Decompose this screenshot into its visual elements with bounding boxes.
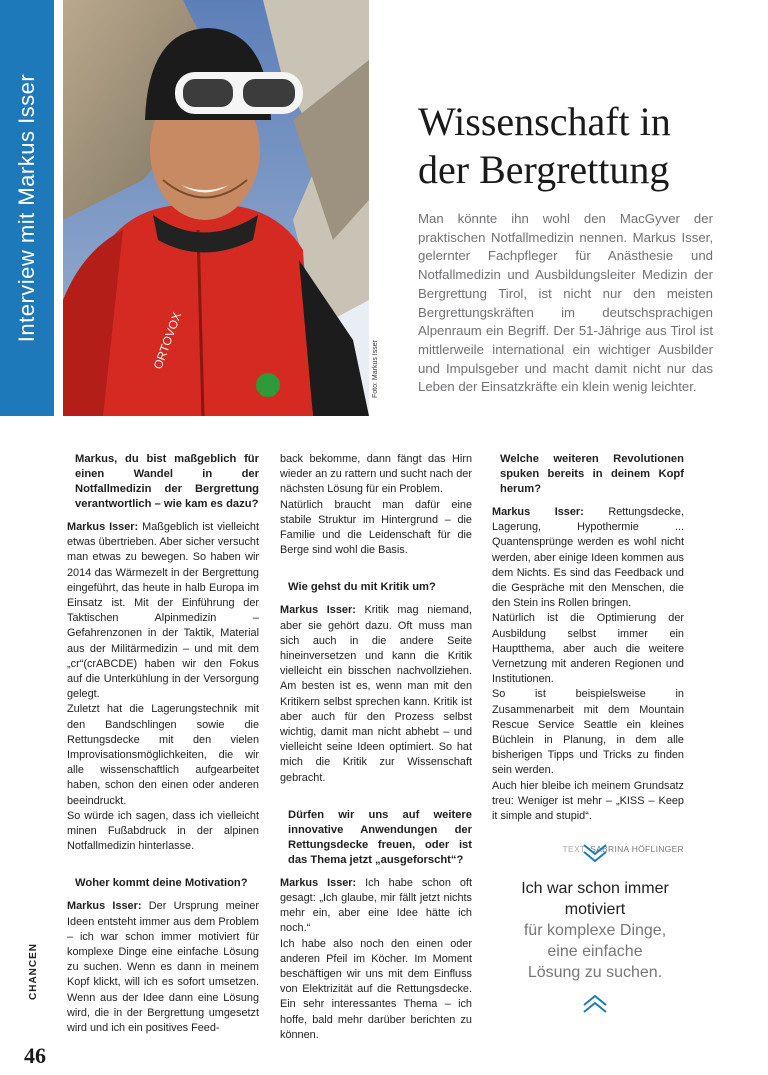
text-column-3 — [492, 452, 684, 857]
answer-5-paragraph-4: Auch hier bleibe ich meinem Grundsatz treu: Weniger ist mehr – „KISS – Keep it simple and stupid“. — [492, 779, 684, 823]
pull-quote-line-4: eine einfache — [547, 943, 643, 960]
lead-paragraph: Man könnte ihn wohl den MacGyver der praktischen Notfallmedizin nennen. Markus Isser, gelernter Fachpfleger für Anästhesie und Notfallmedizin und Ausbildungsleiter Medizin der Bergrettung Tirol, ist nicht nur den meisten Bergrettungskräften im deutschsprachigen Alpenraum ein Begriff. Der 51-Jährige aus Tirol ist mittlerweile international ein wichtiger Ausbilder und Impulsgeber und macht damit nicht nur das Leben der Einsatzkräfte ein klein wenig leichter. — [418, 211, 713, 395]
page-number: 46 — [24, 1043, 46, 1068]
answer-3 — [280, 603, 472, 785]
answer-4 — [280, 876, 472, 937]
pull-quote-line-5: Lösung zu suchen. — [527, 964, 663, 981]
answer-2 — [67, 899, 259, 1036]
speaker-name: Markus Isser: — [67, 521, 139, 533]
answer-5-paragraph-3: So ist beispielsweise in Zusammenarbeit mit dem Mountain Rescue Service Seattle ein kleines Büchlein in Planung, in dem alle bisherigen Tipps und Tricks zu finden sein werden. — [492, 688, 684, 777]
question-2: Woher kommt deine Motivation? — [75, 877, 248, 890]
photo-credit: Foto: Markus Isser — [372, 340, 379, 398]
question-1: Markus, du bist maßgeblich für einen Wandel in der Notfallmedizin der Bergrettung verantwortlich – wie kam es dazu? — [75, 453, 259, 510]
pull-quote-line-1: Ich war schon immer — [521, 880, 669, 897]
pull-quote-line-3: für komplexe Dinge, — [523, 922, 667, 939]
answer-1-paragraph-3: So würde ich sagen, dass ich vielleicht minen Fußabdruck in der alpinen Notfallmedizin hinterlasse. — [67, 809, 259, 853]
article-title — [418, 98, 758, 194]
answer-5 — [492, 505, 684, 611]
text-column-2 — [280, 452, 472, 1043]
credit-name: SABRINA HÖFLINGER — [590, 844, 684, 855]
sidebar-label: Interview mit Markus Isser — [14, 73, 39, 343]
svg-text:ORTOVOX: ORTOVOX — [150, 310, 185, 372]
speaker-name: Markus Isser: — [492, 506, 584, 518]
question-4: Dürfen wir uns auf weitere innovative Anwendungen der Rettungsdecke freuen, oder ist das Thema jetzt „ausgeforscht“? — [288, 808, 472, 866]
answer-1 — [67, 520, 259, 702]
answer-5-text: Rettungsdecke, Lagerung, Hypothermie ... Quantensprünge werden es wohl nicht werden, aber einige Ideen kommen aus dem Nichts. Es sind das Feedback und die Gespräche mit den Menschen, die den Stein ins Rollen bringen. — [492, 506, 684, 610]
answer-4-paragraph-2: Ich habe also noch den einen oder anderen Pfeil im Köcher. Im Moment beschäftigen wir uns mit dem Einfluss von Elektrizität auf die Rettungsdecke. Ein sehr interessantes Thema – ich hoffe, bald mehr darüber berichten zu können. — [280, 937, 472, 1041]
speaker-name: Markus Isser: — [67, 900, 142, 913]
answer-1-text: Maßgeblich ist vielleicht etwas übertrieben. Aber sicher versucht man etwas zu bewegen. So haben wir 2014 das Wärmezelt in der Bergrettung eingeführt, das heute in halb Europa im Einsatz ist. Mit der Einführung der Taktischen Alpinmedizin – Gefahrenzonen in der Taktik, Material aus der Militärmedizin – und mit dem „cr“(crABCDE) haben wir den Fokus auf die Unterkühlung in der Versorgung gelegt. — [67, 521, 259, 701]
portrait-photo — [63, 0, 369, 416]
credit-label: TEXT — [562, 844, 586, 855]
answer-2-continued: back bekomme, dann fängt das Hirn wieder an zu rattern und sucht nach der nächsten Lösung für ein Problem. — [280, 453, 472, 496]
title-line-1: Wissenschaft in — [418, 99, 671, 144]
answer-4-text: Ich habe schon oft gesagt: „Ich glaube, mir fällt jetzt nichts mehr ein, aber eine Idee hätte ich noch.“ — [280, 876, 472, 935]
answer-5-paragraph-2: Natürlich ist die Optimierung der Ausbildung selbst immer ein Hauptthema, aber auch die weitere Vernetzung mit anderen Regionen und Institutionen. — [492, 612, 684, 686]
sidebar-band — [0, 0, 54, 416]
pull-quote-line-2: motiviert — [564, 901, 626, 918]
speaker-name: Markus Isser: — [280, 876, 357, 889]
portrait-illustration — [63, 0, 369, 416]
question-3: Wie gehst du mit Kritik um? — [288, 581, 436, 594]
speaker-name: Markus Isser: — [280, 604, 356, 617]
text-column-1 — [67, 452, 259, 1036]
chevron-down-icon — [581, 842, 609, 864]
pull-quote — [505, 842, 685, 1015]
answer-2-text: Der Ursprung meiner Ideen entsteht immer aus dem Problem – ich war schon immer motiviert für komplexe Dinge eine einfache Lösung zu suchen. Wenn es dann in meinem Kopf klickt, will ich es sofort umsetzen. Wenn aus der Idee dann eine Lösung wird, die in der Bergrettung umgesetzt wird und ich ein positives Feed- — [67, 900, 259, 1035]
answer-3-text: Kritik mag niemand, aber sie gehört dazu. Oft muss man sich auch in die andere Seite hineinversetzen und kann die Kritik vielleicht ein bisschen nachvollziehen. Am besten ist es, wenn man mit den Kritikern selbst sprechen kann. Kritik ist aber auch für den Prozess selbst wichtig, damit man nicht abhebt – und vielleicht seine Ideen optimiert. So hat mich die Kritik zur Wissenschaft gebracht. — [280, 604, 472, 784]
answer-1-paragraph-2: Zuletzt hat die Lagerungstechnik mit den Bandschlingen sowie die Rettungsdecke mit den vielen Improvisationsmöglichkeiten, die wir alle wissenschaftlich aufgearbeitet haben, schon den einen oder anderen beeindruckt. — [67, 703, 259, 807]
title-line-2: der Bergrettung — [418, 147, 670, 192]
answer-2-paragraph-2: Natürlich braucht man dafür eine stabile Struktur im Hintergrund – die Familie und die Leidenschaft für die Berge sind wohl die Basis. — [280, 498, 472, 557]
question-5: Welche weiteren Revolutionen spuken bereits in deinem Kopf herum? — [500, 453, 684, 495]
chevron-up-icon — [581, 993, 609, 1015]
section-label: CHANCEN — [28, 943, 39, 1000]
